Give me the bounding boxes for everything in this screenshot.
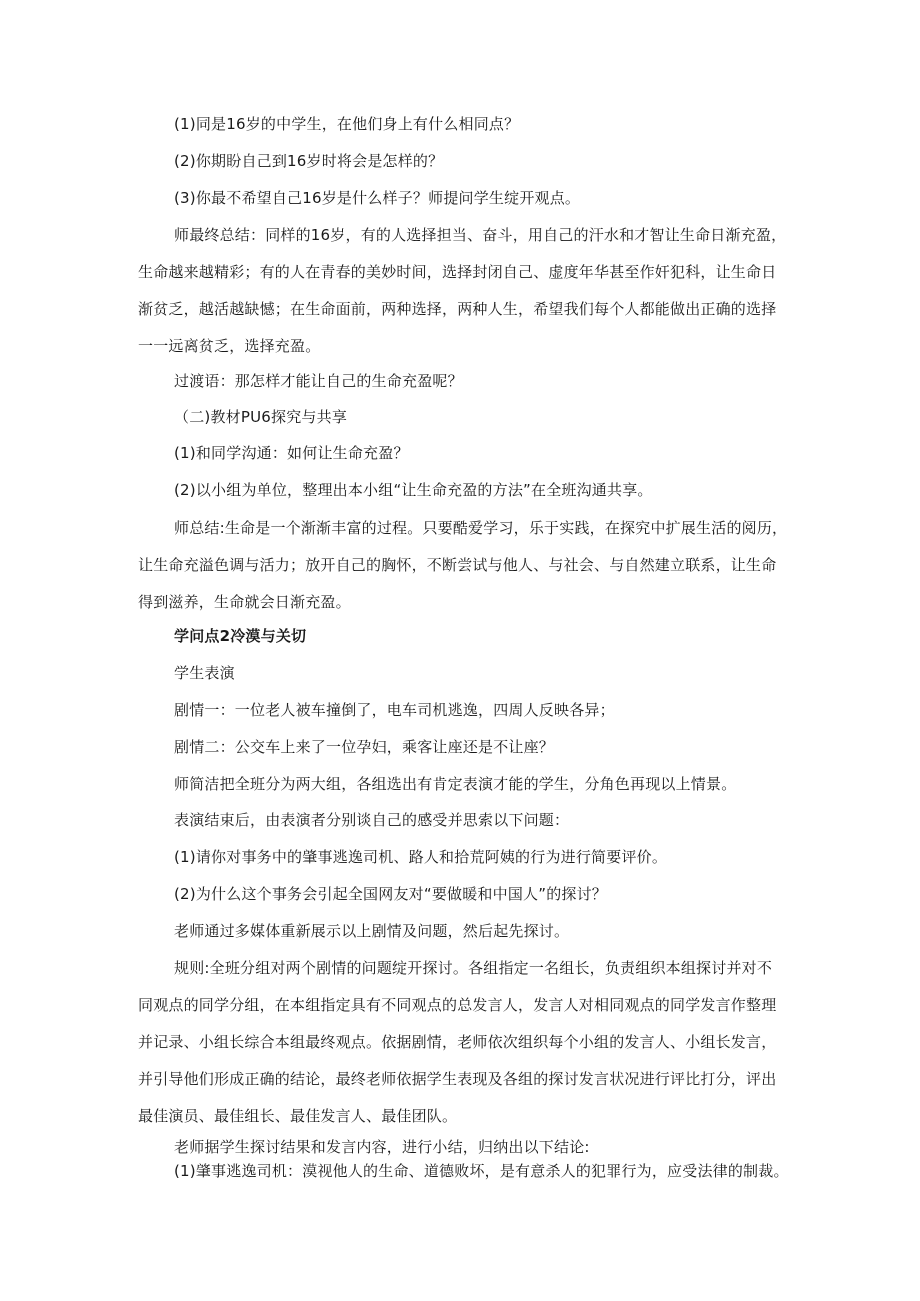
plot-line-2: 剧情二：公交车上来了一位孕妇，乘客让座还是不让座？: [174, 738, 555, 756]
question-line-2: (2)你期盼自己到16岁时将会是怎样的？: [174, 152, 444, 170]
summary-2-line-a: 师总结:生命是一个渐渐丰富的过程。只要酷爱学习，乐于实践，在探究中扩展生活的阅历，: [174, 519, 788, 537]
student-performance-label: 学生表演: [174, 664, 235, 682]
conclusion-item-1: (1)肇事逃逸司机：漠视他人的生命、道德败坏，是有意杀人的犯罪行为，应受法律的制裁。: [174, 1162, 789, 1180]
multimedia-line: 老师通过多媒体重新展示以上剧情及问题，然后起先探讨。: [174, 922, 570, 940]
transition-line: 过渡语：那怎样才能让自己的生命充盈呢？: [174, 372, 463, 390]
rules-paragraph: [138, 950, 793, 1135]
rules-line-c: 并记录、小组长综合本组最终观点。依据剧情，老师依次组织每个小组的发言人、小组长发言，: [138, 1033, 777, 1051]
summary-2-line-c: 得到滋养，生命就会日渐充盈。: [138, 593, 351, 611]
summary-1-line-b: 生命越来越精彩；有的人在青春的美妙时间，选择封闭自己、虚度年华甚至作奸犯科，让生命日: [138, 263, 777, 281]
conclusion-intro-line: 老师据学生探讨结果和发言内容，进行小结，归纳出以下结论:: [174, 1138, 590, 1156]
rules-line-a: 规则:全班分组对两个剧情的问题绽开探讨。各组指定一名组长，负责组织本组探讨并对不: [174, 959, 773, 977]
knowledge-point-heading: 学问点2冷漠与关切: [174, 627, 307, 645]
rules-line-b: 同观点的同学分组，在本组指定具有不同观点的总发言人，发言人对相同观点的同学发言作整理: [138, 996, 777, 1014]
summary-2-line-b: 让生命充溢色调与活力；放开自己的胸怀，不断尝试与他人、与社会、与自然建立联系，让生命: [138, 556, 777, 574]
summary-paragraph-2: [138, 510, 793, 621]
after-performance-line: 表演结束后，由表演者分别谈自己的感受并思索以下问题：: [174, 811, 570, 829]
summary-1-line-c: 渐贫乏，越活越缺憾；在生命面前，两种选择，两种人生，希望我们每个人都能做出正确的选择: [138, 300, 777, 318]
plot-line-1: 剧情一：一位老人被车撞倒了，电车司机逃逸，四周人反映各异；: [174, 701, 615, 719]
summary-paragraph-1: [138, 217, 793, 365]
question-line-1: (1)同是16岁的中学生，在他们身上有什么相同点？: [174, 115, 520, 133]
evaluation-question-1: (1)请你对事务中的肇事逃逸司机、路人和拾荒阿姨的行为进行简要评价。: [174, 848, 668, 866]
question-line-3: (3)你最不希望自己16岁是什么样子？师提问学生绽开观点。: [174, 189, 581, 207]
group-division-line: 师简洁把全班分为两大组，各组选出有肯定表演才能的学生，分角色再现以上情景。: [174, 775, 737, 793]
summary-1-line-d: 一一远离贫乏，选择充盈。: [138, 337, 321, 355]
rules-line-d: 并引导他们形成正确的结论，最终老师依据学生表现及各组的探讨发言状况进行评比打分，评出: [138, 1070, 777, 1088]
discussion-question-1: (1)和同学沟通：如何让生命充盈？: [174, 444, 409, 462]
rules-line-e: 最佳演员、最佳组长、最佳发言人、最佳团队。: [138, 1107, 458, 1125]
summary-1-line-a: 师最终总结：同样的16岁，有的人选择担当、奋斗，用自己的汗水和才智让生命日渐充盈，: [174, 226, 787, 244]
section-heading-2: （二)教材PU6探究与共享: [174, 408, 348, 426]
discussion-question-2: (2)以小组为单位，整理出本小组“让生命充盈的方法”在全班沟通共享。: [174, 481, 653, 499]
evaluation-question-2: (2)为什么这个事务会引起全国网友对“要做暖和中国人”的探讨？: [174, 885, 607, 903]
